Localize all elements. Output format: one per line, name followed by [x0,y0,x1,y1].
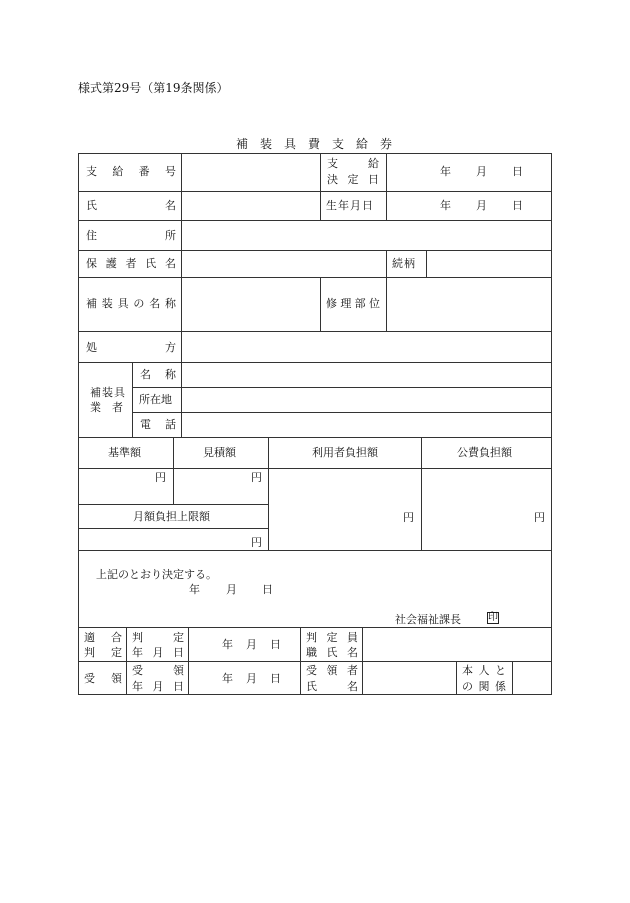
label-receipt-date-2 [132,681,184,692]
label-char: 職 [306,646,317,659]
decision-month-unit: 月 [476,165,487,178]
col-line [426,250,427,277]
label-char: 支 [327,157,338,170]
label-char: 月 [152,646,164,659]
label-char: 受 [132,664,143,677]
label-char: 理 [340,297,352,310]
col-line [268,437,269,550]
label-char: 年 [132,680,143,693]
label-char: 関 [478,680,490,693]
decision-day-unit: 日 [512,165,523,178]
label-public-burden: 公費負担額 [457,446,512,459]
label-char: 月 [152,680,164,693]
label-char: 者 [347,664,358,677]
receipt-month-unit: 月 [246,672,257,685]
label-receipt [84,673,122,684]
row-line [78,331,552,332]
label-payment-number [86,166,176,177]
row-line [78,220,552,221]
label-prescription [86,342,176,353]
label-char: 所 [165,229,176,242]
label-relation-2 [462,681,506,692]
label-char: 名 [347,646,358,659]
label-address [86,230,176,241]
label-char: 名 [140,368,151,381]
label-char: 給 [112,165,124,178]
form-title: 補 装 具 費 支 給 券 [236,137,393,151]
yen-user-burden: 円 [403,511,414,524]
col-line [188,627,189,695]
label-char: 日 [173,680,184,693]
label-receiver-2 [306,681,358,692]
label-vendor-1: 補装具 [90,386,126,399]
label-char: 位 [368,297,380,310]
label-char: 名 [165,199,176,212]
label-base-amount: 基準額 [108,446,141,459]
row-line [78,504,268,505]
row-line [78,250,552,251]
label-char: 氏 [326,646,338,659]
label-judge-staff-1 [306,632,358,643]
label-decision-date-1 [327,158,379,169]
label-name [86,200,176,211]
label-char: 名 [149,297,161,310]
label-char: 判 [306,631,317,644]
birth-month-unit: 月 [476,199,487,212]
label-char: 電 [140,418,151,431]
seal-mark: 印 [488,612,498,623]
label-vendor-phone [140,419,176,430]
form-number: 様式第29号（第19条関係） [78,81,229,95]
label-judge-date-1 [132,632,184,643]
label-repair-part [326,298,380,309]
decision-text: 上記のとおり決定する。 [96,568,217,581]
label-char: 者 [125,257,137,270]
label-char: 氏 [86,199,97,212]
label-char: 保 [86,257,97,270]
yen-monthly-limit: 円 [251,536,262,549]
label-char: 住 [86,229,97,242]
col-line [126,627,127,695]
label-vendor-2: 業 者 [90,401,123,414]
label-judge-date-2 [132,647,184,658]
judge-year-unit: 年 [222,638,233,651]
label-device-name [86,298,176,309]
label-birth-date: 生年月日 [326,199,374,212]
col-line [512,661,513,695]
label-char: 合 [111,631,122,644]
label-relation-1 [462,665,506,676]
label-monthly-limit: 月額負担上限額 [133,510,210,523]
receipt-year-unit: 年 [222,672,233,685]
director-title: 社会福祉課長 [395,613,461,626]
birth-year-unit: 年 [440,199,451,212]
col-line [181,362,182,437]
label-char: 称 [164,297,176,310]
label-char: 方 [165,341,176,354]
label-char: 定 [111,646,122,659]
row-line [78,528,268,529]
yen-base-amount: 円 [155,471,166,484]
birth-day-unit: 日 [512,199,523,212]
label-user-burden: 利用者負担額 [312,446,378,459]
label-receiver-1 [306,665,358,676]
col-line [320,277,321,331]
label-char: 氏 [145,257,157,270]
label-char: 受 [84,672,95,685]
label-char: 人 [478,664,490,677]
col-line [386,277,387,331]
label-char: 補 [86,297,97,310]
label-char: 領 [111,672,122,685]
row-line [78,468,552,469]
judge-month-unit: 月 [246,638,257,651]
label-char: 話 [165,418,176,431]
label-char: 定 [347,173,359,186]
label-char: 適 [84,631,95,644]
label-char: 名 [347,680,358,693]
row-line [78,362,552,363]
label-char: 具 [117,297,129,310]
label-char: 年 [132,646,143,659]
label-vendor-name [140,369,176,380]
label-char: の [133,297,145,310]
label-fit-2 [84,647,122,658]
col-line [181,153,182,362]
label-char: 領 [173,664,184,677]
label-fit-1 [84,632,122,643]
col-line [421,437,422,550]
label-char: 護 [105,257,117,270]
label-char: 番 [138,165,150,178]
label-char: の [462,680,473,693]
decision-month-mark: 月 [226,583,237,596]
label-guardian-name [86,258,176,269]
col-line [456,661,457,695]
label-char: 日 [173,646,184,659]
label-relationship: 続柄 [392,257,416,270]
label-char: 係 [495,680,506,693]
col-line [320,153,321,220]
row-line [78,550,552,551]
col-line [362,627,363,695]
label-char: 判 [84,646,95,659]
row-line [132,387,552,388]
label-char: 修 [326,297,337,310]
row-line [132,412,552,413]
label-judge-staff-2 [306,647,358,658]
receipt-day-unit: 日 [270,672,281,685]
row-line [78,627,552,628]
col-line [300,627,301,695]
label-decision-date-2 [327,174,379,185]
label-char: と [495,664,506,677]
decision-year-unit: 年 [440,165,451,178]
label-vendor-location: 所在地 [139,393,172,406]
label-char: 名 [165,257,176,270]
label-char: 判 [132,631,143,644]
decision-year-mark: 年 [189,583,200,596]
label-char: 員 [347,631,358,644]
label-char: 定 [173,631,184,644]
label-receipt-date-1 [132,665,184,676]
label-char: 称 [165,368,176,381]
label-char: 定 [326,631,338,644]
col-line [386,250,387,277]
label-char: 決 [327,173,338,186]
row-line [78,277,552,278]
label-char: 日 [368,173,379,186]
col-line [386,153,387,220]
label-char: 受 [306,664,317,677]
label-char: 領 [326,664,338,677]
label-char: 処 [86,341,97,354]
label-char: 氏 [306,680,317,693]
col-line [132,362,133,437]
label-char: 給 [368,157,379,170]
row-line [78,437,552,438]
label-estimate: 見積額 [203,446,236,459]
judge-day-unit: 日 [270,638,281,651]
label-char: 部 [354,297,366,310]
label-char: 装 [101,297,113,310]
row-line [78,661,552,662]
label-char: 号 [164,165,176,178]
yen-public-burden: 円 [534,511,545,524]
decision-day-mark: 日 [262,583,273,596]
row-line [78,191,552,192]
yen-estimate: 円 [251,471,262,484]
label-char: 本 [462,664,473,677]
label-char: 支 [86,165,97,178]
col-line [173,437,174,504]
